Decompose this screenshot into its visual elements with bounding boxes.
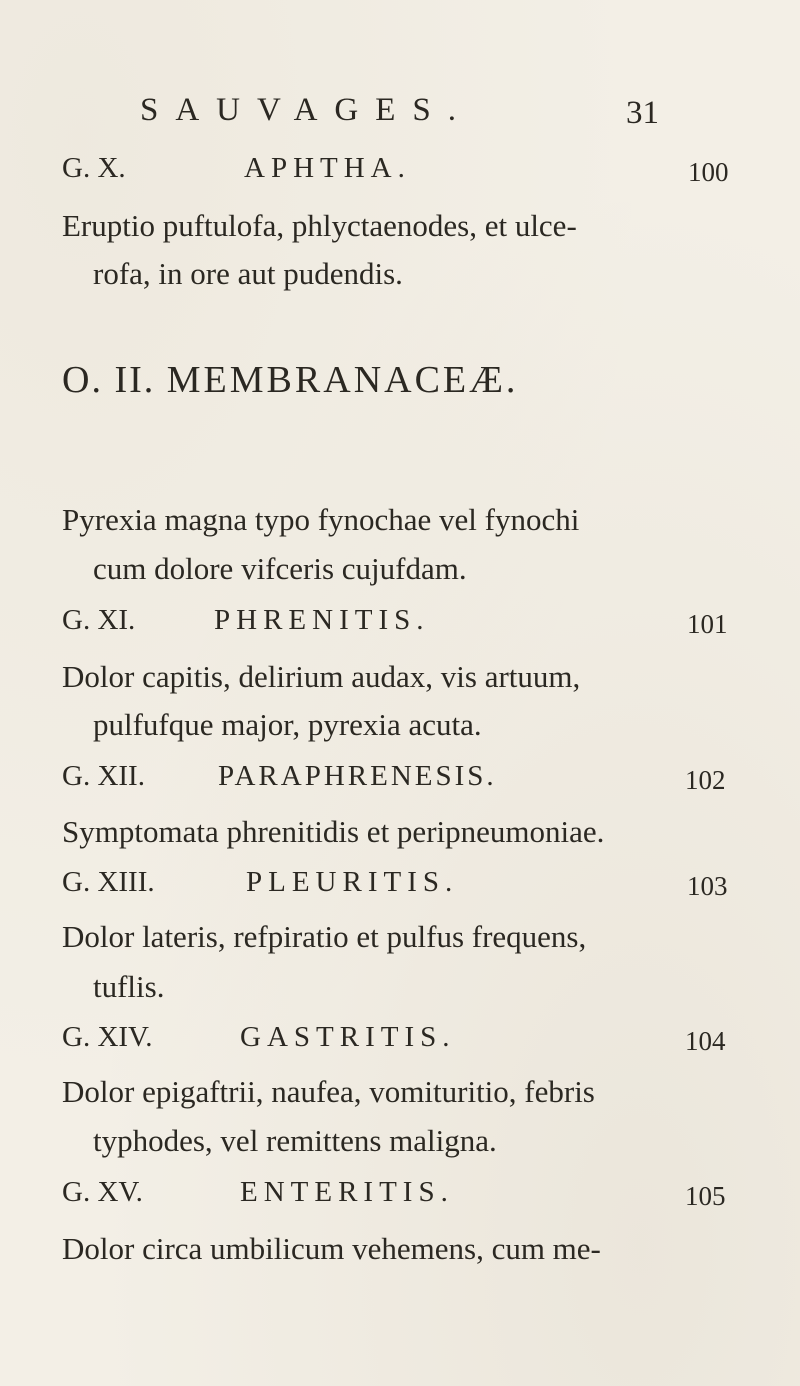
description-line: Dolor circa umbilicum vehemens, cum me- [62, 1231, 601, 1266]
order-name: MEMBRANACEÆ. [166, 359, 519, 401]
description-line: Dolor capitis, delirium audax, vis artuum, [62, 659, 581, 694]
running-head-title: SAUVAGES. [140, 92, 474, 128]
description-line: Dolor lateris, refpiratio et pulfus frequens, [62, 919, 587, 954]
description-line: rofa, in ore aut pudendis. [93, 256, 403, 291]
genus-id: G. XIII. [62, 866, 155, 898]
genus-name: PHRENITIS. [214, 604, 430, 636]
description-line: pulfufque major, pyrexia acuta. [93, 707, 482, 742]
genus-name-aphtha: APHTHA. [244, 152, 411, 184]
order-heading [62, 358, 518, 402]
genus-id: G. XV. [62, 1176, 143, 1208]
genus-number: 105 [685, 1181, 726, 1211]
description-line: Eruptio puftulofa, phlyctaenodes, et ulce- [62, 208, 577, 243]
genus-name: PARAPHRENESIS. [218, 760, 497, 792]
description-line: typhodes, vel remittens maligna. [93, 1123, 497, 1158]
description-line: Symptomata phrenitidis et peripneumoniae. [62, 814, 605, 849]
genus-number: 103 [687, 871, 728, 901]
genus-id: G. XIV. [62, 1021, 153, 1053]
genus-name: PLEURITIS. [246, 866, 459, 898]
genus-name: GASTRITIS. [240, 1021, 456, 1053]
genus-id: G. XII. [62, 760, 145, 792]
description-line: cum dolore vifceris cujufdam. [93, 551, 467, 586]
description-line: tuflis. [93, 969, 165, 1004]
description-line: Dolor epigaftrii, naufea, vomituritio, febris [62, 1074, 595, 1109]
genus-number: 104 [685, 1026, 726, 1056]
genus-id: G. XI. [62, 604, 136, 636]
genus-number: 101 [687, 609, 728, 639]
genus-number-aphtha: 100 [688, 157, 729, 187]
genus-name: ENTERITIS. [240, 1176, 454, 1208]
genus-id-aphtha: G. X. [62, 152, 126, 184]
description-line: Pyrexia magna typo fynochae vel fynochi [62, 502, 580, 537]
page-number: 31 [626, 95, 659, 131]
genus-number: 102 [685, 765, 726, 795]
order-id: O. II. [62, 359, 156, 401]
